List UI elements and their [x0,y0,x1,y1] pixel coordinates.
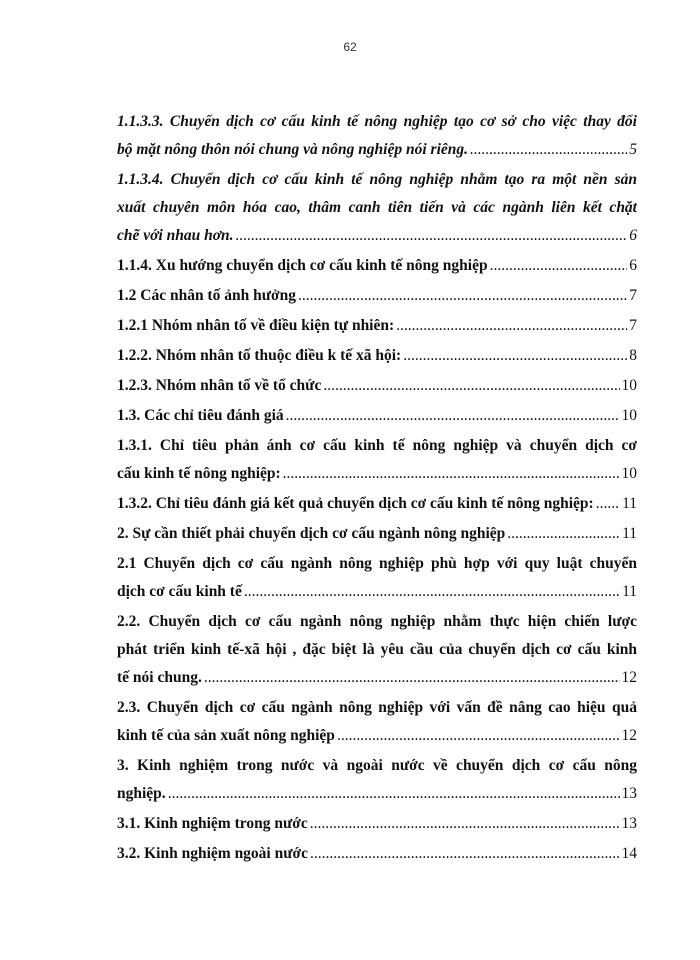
toc-entry [117,432,637,488]
toc-page-number: 11 [622,495,637,512]
toc-entry-text: nghiệp. [117,785,166,802]
dot-leader [310,810,620,838]
toc-entry [117,810,637,838]
toc-page-number: 14 [621,845,637,862]
dot-leader [490,252,628,280]
toc-page-number: 12 [621,727,637,744]
toc-page-number: 6 [629,227,637,244]
toc-entry-text: 3.2. Kinh nghiệm ngoài nước [117,845,309,862]
toc-entry-line: 2.3. Chuyển dịch cơ cấu ngành nông nghiệp với vấn đề nâng cao hiệu quả [117,699,637,716]
toc-page-number: 6 [629,257,637,274]
toc-entry-text: 2. Sự cần thiết phải chuyển dịch cơ cấu ngành nông nghiệp [117,525,506,542]
dot-leader [298,282,627,310]
toc-entry-last-line [117,136,637,164]
dot-leader [470,136,627,164]
toc-entry-last-line [117,722,637,750]
toc-entry-text: 1.1.4. Xu hướng chuyển dịch cơ cấu kinh tế nông nghiệp [117,257,488,274]
dot-leader [396,312,627,340]
toc-entry [117,694,637,750]
toc-page-number: 5 [629,141,637,158]
toc-entry-text: 1.2.3. Nhóm nhân tố về tổ chức [117,377,322,394]
toc-entry-text: kinh tế của sản xuất nông nghiệp [117,727,335,744]
dot-leader [286,402,620,430]
toc-entry-line: phát triển kinh tế-xã hội , đặc biệt là yêu cầu của chuyển dịch cơ cấu kinh [117,641,637,658]
toc-entry [117,372,637,400]
toc-entry-text: 1.2.1 Nhóm nhân tố về điều kiện tự nhiên: [117,317,395,334]
toc-entry [117,550,637,606]
toc-entry [117,252,637,280]
dot-leader [337,722,620,750]
dot-leader [323,372,619,400]
toc-entry [117,752,637,808]
toc-entry-last-line [117,520,637,548]
toc-entry-last-line [117,402,637,430]
toc-entry-last-line [117,252,637,280]
toc-entry-line: 2.2. Chuyển dịch cơ cấu ngành nông nghiệp nhằm thực hiện chiến lược [117,613,637,630]
dot-leader [236,222,628,250]
toc-entry-text: 3.1. Kinh nghiệm trong nước [117,815,308,832]
toc-entry-text: cấu kinh tế nông nghiệp: [117,465,281,482]
toc-entry [117,490,637,518]
toc-entry-last-line [117,780,637,808]
toc-entry [117,840,637,868]
toc-entry-line: 1.1.3.4. Chuyển dịch cơ cấu kinh tế nông nghiệp nhằm tạo ra một nền sản [117,171,637,188]
dot-leader [310,840,619,868]
toc-entry [117,166,637,250]
dot-leader [403,342,627,370]
table-of-contents [117,108,637,868]
toc-entry-last-line [117,372,637,400]
toc-entry-text: tế nói chung. [117,669,202,686]
toc-entry-text: dịch cơ cấu kinh tế [117,583,242,600]
page-number: 62 [343,40,357,54]
toc-entry-text: chẽ với nhau hơn. [117,227,234,244]
toc-entry-last-line [117,840,637,868]
toc-entry-text: 1.3.2. Chỉ tiêu đánh giá kết quả chuyển dịch cơ cấu kinh tế nông nghiệp: [117,495,594,512]
toc-entry-line: 2.1 Chuyển dịch cơ cấu ngành nông nghiệp phù hợp với quy luật chuyển [117,555,637,572]
toc-entry [117,402,637,430]
toc-entry-text: 1.2 Các nhân tố ảnh hưởng [117,287,296,304]
toc-entry-line: 1.3.1. Chỉ tiêu phản ánh cơ cấu kinh tế nông nghiệp và chuyển dịch cơ [117,437,637,454]
toc-entry-line: 3. Kinh nghiệm trong nước và ngoài nước về chuyển dịch cơ cấu nông [117,757,637,774]
toc-page-number: 13 [621,815,637,832]
dot-leader [244,578,620,606]
toc-page-number: 10 [621,377,637,394]
toc-entry-text: 1.2.2. Nhóm nhân tố thuộc điều k tế xã hội: [117,347,402,364]
dot-leader [204,664,620,692]
toc-page-number: 8 [629,347,637,364]
toc-entry [117,312,637,340]
toc-entry-last-line [117,460,637,488]
toc-entry-last-line [117,312,637,340]
toc-entry-last-line [117,810,637,838]
toc-entry-text: bộ mặt nông thôn nói chung và nông nghiệp nói riêng. [117,141,469,158]
toc-entry [117,520,637,548]
dot-leader [283,460,620,488]
toc-entry-last-line [117,342,637,370]
toc-page-number: 7 [629,317,637,334]
toc-entry-last-line [117,222,637,250]
toc-page-number: 11 [622,583,637,600]
toc-entry-text: 1.3. Các chỉ tiêu đánh giá [117,407,284,424]
toc-entry-last-line [117,282,637,310]
toc-entry-last-line [117,664,637,692]
toc-entry-line: 1.1.3.3. Chuyển dịch cơ cấu kinh tế nông nghiệp tạo cơ sở cho việc thay đổi [117,113,637,130]
toc-entry [117,108,637,164]
toc-page-number: 7 [629,287,637,304]
toc-page-number: 10 [621,407,637,424]
toc-page-number: 11 [622,525,637,542]
toc-entry [117,342,637,370]
toc-entry-last-line [117,578,637,606]
toc-entry-line: xuất chuyên môn hóa cao, thâm canh tiên tiến và các ngành liên kết chặt [117,199,637,216]
toc-page-number: 13 [621,785,637,802]
dot-leader [168,780,620,808]
dot-leader [507,520,620,548]
dot-leader [596,490,620,518]
toc-entry-last-line [117,490,637,518]
toc-page-number: 12 [621,669,637,686]
toc-entry [117,608,637,692]
toc-entry [117,282,637,310]
toc-page-number: 10 [621,465,637,482]
